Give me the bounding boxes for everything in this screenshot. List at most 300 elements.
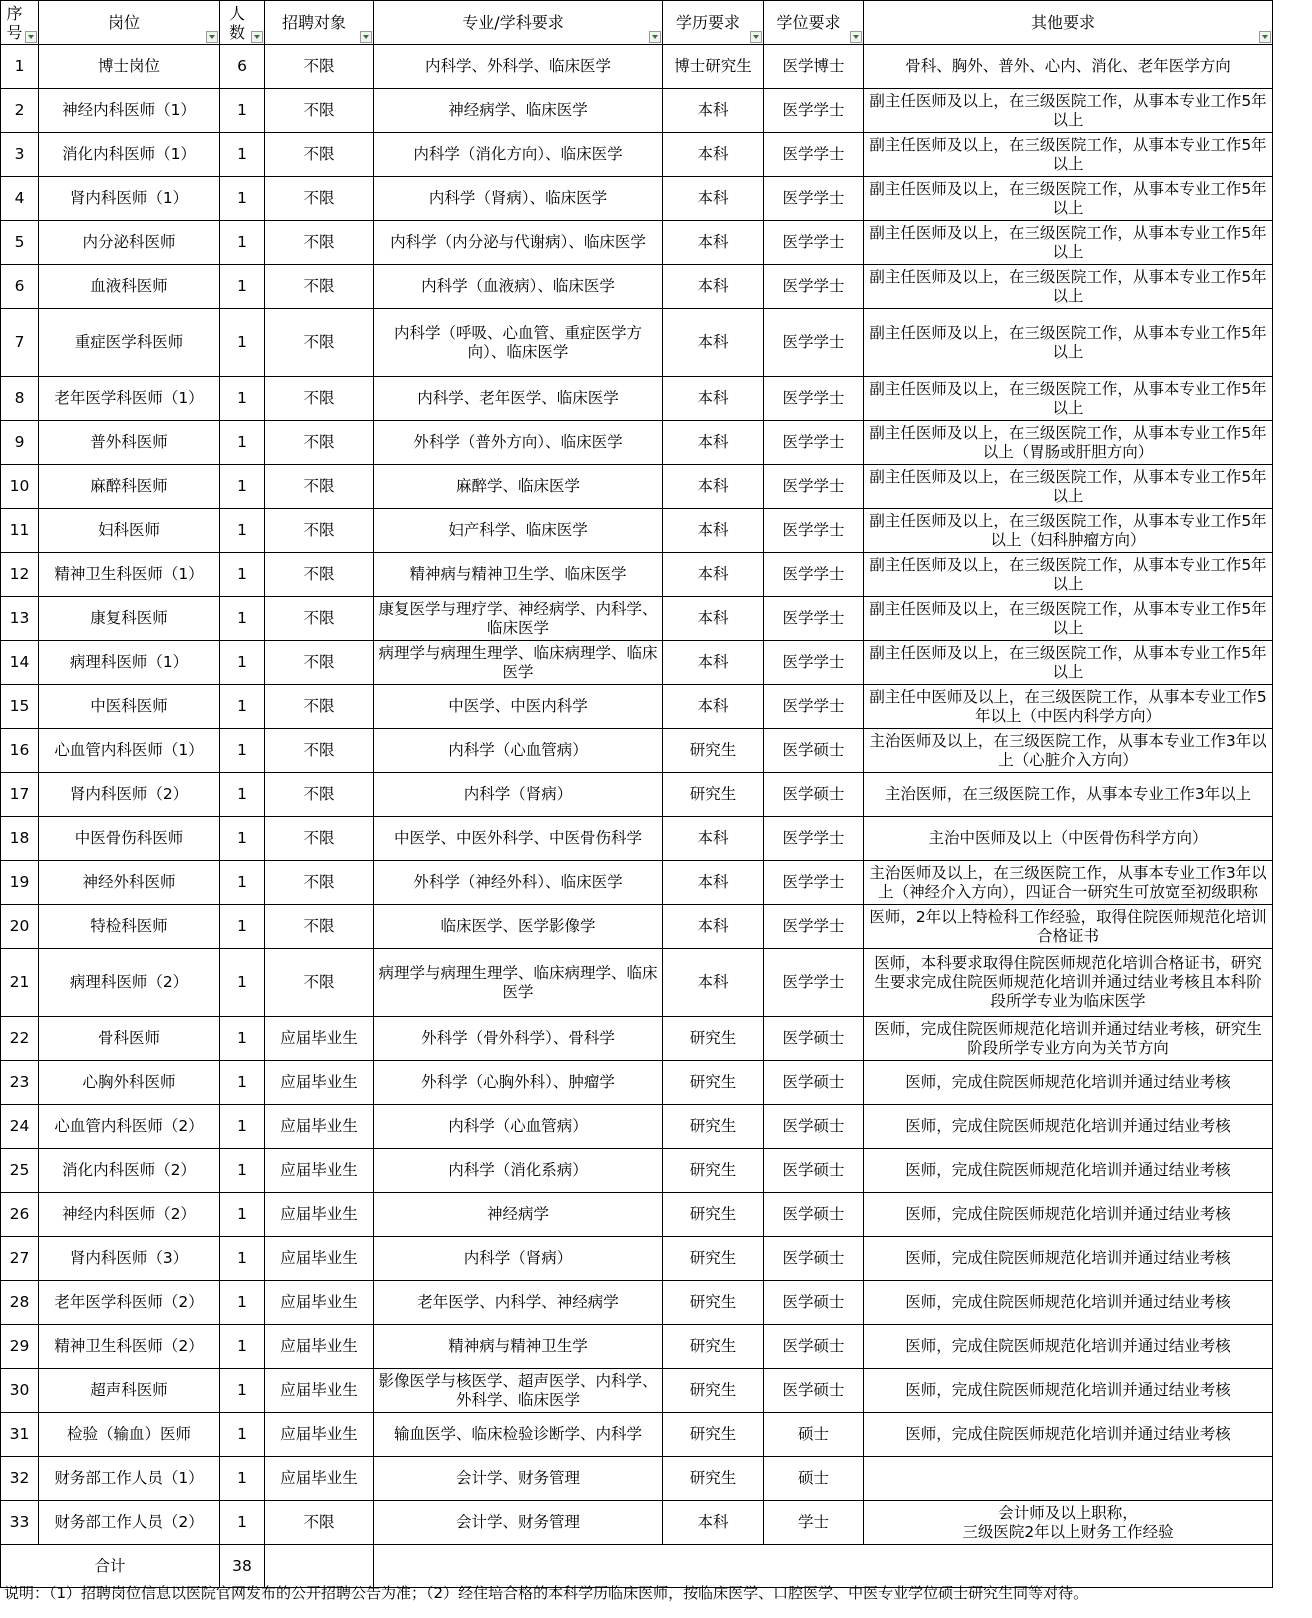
col-header-label: 序号 <box>6 3 23 42</box>
cell-major: 病理学与病理生理学、临床病理学、临床医学 <box>374 949 663 1017</box>
table-row <box>1 1237 1273 1281</box>
cell-major: 输血医学、临床检验诊断学、内科学 <box>374 1413 663 1457</box>
cell-count: 6 <box>220 45 265 89</box>
cell-index: 3 <box>1 133 39 177</box>
cell-index: 8 <box>1 377 39 421</box>
cell-degree: 医学学士 <box>764 817 864 861</box>
cell-count: 1 <box>220 1413 265 1457</box>
cell-other: 医师，完成住院医师规范化培训并通过结业考核 <box>864 1105 1273 1149</box>
cell-index: 15 <box>1 685 39 729</box>
table-row <box>1 1369 1273 1413</box>
cell-major: 中医学、中医内科学 <box>374 685 663 729</box>
cell-major: 内科学（心血管病） <box>374 1105 663 1149</box>
cell-other: 医师，完成住院医师规范化培训并通过结业考核 <box>864 1413 1273 1457</box>
cell-target: 应届毕业生 <box>265 1457 374 1501</box>
cell-education: 本科 <box>663 177 764 221</box>
cell-position: 骨科医师 <box>39 1017 220 1061</box>
cell-position: 财务部工作人员（1） <box>39 1457 220 1501</box>
cell-index: 26 <box>1 1193 39 1237</box>
col-header-count <box>220 1 265 45</box>
cell-degree: 医学学士 <box>764 509 864 553</box>
cell-count: 1 <box>220 1237 265 1281</box>
table-body <box>1 45 1273 1545</box>
cell-position: 病理科医师（2） <box>39 949 220 1017</box>
cell-other: 医师，完成住院医师规范化培训并通过结业考核 <box>864 1237 1273 1281</box>
cell-degree: 医学学士 <box>764 949 864 1017</box>
cell-education: 研究生 <box>663 1061 764 1105</box>
cell-target: 不限 <box>265 597 374 641</box>
cell-education: 本科 <box>663 377 764 421</box>
cell-position: 心血管内科医师（2） <box>39 1105 220 1149</box>
cell-position: 肾内科医师（1） <box>39 177 220 221</box>
cell-degree: 医学硕士 <box>764 1325 864 1369</box>
cell-other: 副主任医师及以上，在三级医院工作，从事本专业工作5年以上 <box>864 221 1273 265</box>
col-header-label: 学历要求 <box>675 13 740 32</box>
cell-degree: 医学硕士 <box>764 773 864 817</box>
cell-education: 研究生 <box>663 773 764 817</box>
col-header-label: 招聘对象 <box>281 13 346 32</box>
table-row <box>1 509 1273 553</box>
cell-major: 会计学、财务管理 <box>374 1501 663 1545</box>
cell-index: 11 <box>1 509 39 553</box>
header-row <box>1 1 1273 45</box>
cell-index: 16 <box>1 729 39 773</box>
cell-degree: 医学硕士 <box>764 1369 864 1413</box>
cell-count: 1 <box>220 1149 265 1193</box>
cell-target: 应届毕业生 <box>265 1281 374 1325</box>
cell-major: 内科学（肾病） <box>374 773 663 817</box>
cell-position: 重症医学科医师 <box>39 309 220 377</box>
cell-education: 本科 <box>663 641 764 685</box>
cell-index: 12 <box>1 553 39 597</box>
table-row <box>1 597 1273 641</box>
cell-education: 研究生 <box>663 1105 764 1149</box>
cell-other: 副主任医师及以上，在三级医院工作，从事本专业工作5年以上 <box>864 89 1273 133</box>
cell-count: 1 <box>220 1017 265 1061</box>
filter-dropdown-icon[interactable] <box>206 31 218 43</box>
cell-position: 普外科医师 <box>39 421 220 465</box>
cell-index: 7 <box>1 309 39 377</box>
cell-target: 不限 <box>265 89 374 133</box>
table-row <box>1 685 1273 729</box>
cell-count: 1 <box>220 817 265 861</box>
cell-degree: 医学硕士 <box>764 1061 864 1105</box>
cell-major: 内科学（呼吸、心血管、重症医学方向）、临床医学 <box>374 309 663 377</box>
cell-count: 1 <box>220 1457 265 1501</box>
cell-count: 1 <box>220 377 265 421</box>
cell-major: 内科学（消化系病） <box>374 1149 663 1193</box>
cell-other: 医师，本科要求取得住院医师规范化培训合格证书，研究生要求完成住院医师规范化培训并通过结业考核且本科阶段所学专业为临床医学 <box>864 949 1273 1017</box>
cell-count: 1 <box>220 641 265 685</box>
cell-other: 副主任医师及以上，在三级医院工作，从事本专业工作5年以上 <box>864 377 1273 421</box>
cell-other: 副主任医师及以上，在三级医院工作，从事本专业工作5年以上 <box>864 133 1273 177</box>
cell-position: 内分泌科医师 <box>39 221 220 265</box>
cell-index: 4 <box>1 177 39 221</box>
col-header-target <box>265 1 374 45</box>
cell-education: 本科 <box>663 685 764 729</box>
cell-position: 老年医学科医师（1） <box>39 377 220 421</box>
cell-target: 应届毕业生 <box>265 1149 374 1193</box>
table-row <box>1 1193 1273 1237</box>
cell-other: 医师，完成住院医师规范化培训并通过结业考核 <box>864 1325 1273 1369</box>
cell-target: 应届毕业生 <box>265 1413 374 1457</box>
table-row <box>1 1061 1273 1105</box>
cell-education: 研究生 <box>663 1369 764 1413</box>
cell-major: 老年医学、内科学、神经病学 <box>374 1281 663 1325</box>
cell-other: 医师，完成住院医师规范化培训并通过结业考核 <box>864 1193 1273 1237</box>
cell-education: 本科 <box>663 817 764 861</box>
cell-other: 医师，完成住院医师规范化培训并通过结业考核 <box>864 1281 1273 1325</box>
cell-position: 中医科医师 <box>39 685 220 729</box>
col-header-major <box>374 1 663 45</box>
col-header-other <box>864 1 1273 45</box>
cell-education: 研究生 <box>663 1193 764 1237</box>
cell-target: 不限 <box>265 1501 374 1545</box>
cell-target: 不限 <box>265 553 374 597</box>
cell-major: 临床医学、医学影像学 <box>374 905 663 949</box>
cell-target: 不限 <box>265 221 374 265</box>
filter-dropdown-icon[interactable] <box>750 31 762 43</box>
cell-education: 研究生 <box>663 1325 764 1369</box>
cell-count: 1 <box>220 1369 265 1413</box>
cell-position: 博士岗位 <box>39 45 220 89</box>
table-row <box>1 421 1273 465</box>
table-row <box>1 309 1273 377</box>
cell-index: 29 <box>1 1325 39 1369</box>
cell-target: 不限 <box>265 729 374 773</box>
cell-major: 内科学（心血管病） <box>374 729 663 773</box>
cell-education: 本科 <box>663 265 764 309</box>
cell-education: 本科 <box>663 89 764 133</box>
cell-position: 肾内科医师（3） <box>39 1237 220 1281</box>
cell-other: 副主任医师及以上，在三级医院工作，从事本专业工作5年以上 <box>864 465 1273 509</box>
cell-other: 副主任医师及以上，在三级医院工作，从事本专业工作5年以上 <box>864 641 1273 685</box>
cell-education: 本科 <box>663 421 764 465</box>
cell-target: 应届毕业生 <box>265 1105 374 1149</box>
cell-index: 18 <box>1 817 39 861</box>
cell-degree: 医学硕士 <box>764 1193 864 1237</box>
cell-count: 1 <box>220 465 265 509</box>
cell-target: 不限 <box>265 949 374 1017</box>
cell-degree: 医学学士 <box>764 421 864 465</box>
table-row <box>1 45 1273 89</box>
cell-education: 研究生 <box>663 1149 764 1193</box>
cell-degree: 硕士 <box>764 1413 864 1457</box>
cell-target: 不限 <box>265 465 374 509</box>
cell-position: 中医骨伤科医师 <box>39 817 220 861</box>
table-row <box>1 221 1273 265</box>
cell-position: 财务部工作人员（2） <box>39 1501 220 1545</box>
cell-degree: 医学学士 <box>764 465 864 509</box>
cell-degree: 医学硕士 <box>764 1149 864 1193</box>
cell-other <box>864 1457 1273 1501</box>
cell-index: 20 <box>1 905 39 949</box>
cell-education: 研究生 <box>663 1237 764 1281</box>
cell-degree: 硕士 <box>764 1457 864 1501</box>
cell-major: 外科学（普外方向）、临床医学 <box>374 421 663 465</box>
col-header-label: 其他要求 <box>1030 13 1095 32</box>
cell-count: 1 <box>220 509 265 553</box>
cell-education: 本科 <box>663 949 764 1017</box>
cell-target: 不限 <box>265 309 374 377</box>
cell-index: 9 <box>1 421 39 465</box>
col-header-education <box>663 1 764 45</box>
cell-other: 主治医师及以上，在三级医院工作，从事本专业工作3年以上（神经介入方向），四证合一研究生可放宽至初级职称 <box>864 861 1273 905</box>
cell-degree: 医学学士 <box>764 597 864 641</box>
table-row <box>1 949 1273 1017</box>
table-row <box>1 861 1273 905</box>
cell-index: 2 <box>1 89 39 133</box>
cell-other: 副主任医师及以上，在三级医院工作，从事本专业工作5年以上（妇科肿瘤方向） <box>864 509 1273 553</box>
cell-count: 1 <box>220 177 265 221</box>
table-row <box>1 1149 1273 1193</box>
cell-degree: 医学学士 <box>764 309 864 377</box>
cell-target: 不限 <box>265 177 374 221</box>
cell-other: 副主任医师及以上，在三级医院工作，从事本专业工作5年以上 <box>864 553 1273 597</box>
cell-major: 中医学、中医外科学、中医骨伤科学 <box>374 817 663 861</box>
cell-target: 不限 <box>265 861 374 905</box>
cell-count: 1 <box>220 861 265 905</box>
cell-degree: 学士 <box>764 1501 864 1545</box>
cell-degree: 医学博士 <box>764 45 864 89</box>
cell-other: 骨科、胸外、普外、心内、消化、老年医学方向 <box>864 45 1273 89</box>
cell-count: 1 <box>220 685 265 729</box>
col-header-label: 专业/学科要求 <box>462 13 564 32</box>
cell-index: 19 <box>1 861 39 905</box>
cell-major: 外科学（骨外科学）、骨科学 <box>374 1017 663 1061</box>
cell-education: 本科 <box>663 133 764 177</box>
cell-other: 主治医师，在三级医院工作，从事本专业工作3年以上 <box>864 773 1273 817</box>
table-row <box>1 729 1273 773</box>
cell-degree: 医学学士 <box>764 553 864 597</box>
cell-other: 副主任中医师及以上，在三级医院工作，从事本专业工作5年以上（中医内科学方向） <box>864 685 1273 729</box>
cell-other: 医师，完成住院医师规范化培训并通过结业考核，研究生阶段所学专业方向为关节方向 <box>864 1017 1273 1061</box>
cell-count: 1 <box>220 133 265 177</box>
cell-target: 不限 <box>265 509 374 553</box>
table-row <box>1 1281 1273 1325</box>
cell-target: 应届毕业生 <box>265 1017 374 1061</box>
cell-position: 病理科医师（1） <box>39 641 220 685</box>
cell-target: 不限 <box>265 377 374 421</box>
cell-position: 康复科医师 <box>39 597 220 641</box>
filter-dropdown-icon[interactable] <box>25 31 37 43</box>
table-row <box>1 905 1273 949</box>
cell-position: 精神卫生科医师（1） <box>39 553 220 597</box>
cell-major: 麻醉学、临床医学 <box>374 465 663 509</box>
cell-education: 研究生 <box>663 1413 764 1457</box>
col-header-index <box>1 1 39 45</box>
cell-index: 30 <box>1 1369 39 1413</box>
cell-major: 内科学（消化方向）、临床医学 <box>374 133 663 177</box>
cell-index: 22 <box>1 1017 39 1061</box>
cell-degree: 医学学士 <box>764 377 864 421</box>
cell-degree: 医学学士 <box>764 177 864 221</box>
cell-major: 外科学（心胸外科）、肿瘤学 <box>374 1061 663 1105</box>
cell-position: 老年医学科医师（2） <box>39 1281 220 1325</box>
cell-index: 31 <box>1 1413 39 1457</box>
cell-index: 14 <box>1 641 39 685</box>
cell-degree: 医学硕士 <box>764 729 864 773</box>
cell-major: 外科学（神经外科）、临床医学 <box>374 861 663 905</box>
cell-degree: 医学学士 <box>764 905 864 949</box>
cell-education: 本科 <box>663 553 764 597</box>
cell-position: 心血管内科医师（1） <box>39 729 220 773</box>
cell-education: 研究生 <box>663 729 764 773</box>
cell-major: 内科学、老年医学、临床医学 <box>374 377 663 421</box>
cell-position: 超声科医师 <box>39 1369 220 1413</box>
cell-index: 6 <box>1 265 39 309</box>
cell-position: 麻醉科医师 <box>39 465 220 509</box>
cell-education: 本科 <box>663 1501 764 1545</box>
cell-count: 1 <box>220 1325 265 1369</box>
filter-dropdown-icon[interactable] <box>251 31 263 43</box>
cell-index: 1 <box>1 45 39 89</box>
cell-education: 本科 <box>663 905 764 949</box>
cell-index: 5 <box>1 221 39 265</box>
cell-position: 心胸外科医师 <box>39 1061 220 1105</box>
cell-count: 1 <box>220 597 265 641</box>
table-row <box>1 133 1273 177</box>
table-row <box>1 1413 1273 1457</box>
cell-major: 精神病与精神卫生学、临床医学 <box>374 553 663 597</box>
cell-position: 精神卫生科医师（2） <box>39 1325 220 1369</box>
cell-other: 主治医师及以上，在三级医院工作，从事本专业工作3年以上（心脏介入方向） <box>864 729 1273 773</box>
cell-target: 应届毕业生 <box>265 1369 374 1413</box>
cell-major: 神经病学、临床医学 <box>374 89 663 133</box>
cell-count: 1 <box>220 1105 265 1149</box>
cell-position: 神经内科医师（1） <box>39 89 220 133</box>
cell-index: 21 <box>1 949 39 1017</box>
cell-count: 1 <box>220 1501 265 1545</box>
cell-index: 28 <box>1 1281 39 1325</box>
cell-major: 康复医学与理疗学、神经病学、内科学、临床医学 <box>374 597 663 641</box>
table-row <box>1 1325 1273 1369</box>
filter-dropdown-icon[interactable] <box>360 31 372 43</box>
table-row <box>1 177 1273 221</box>
cell-degree: 医学硕士 <box>764 1017 864 1061</box>
cell-other: 医师，完成住院医师规范化培训并通过结业考核 <box>864 1061 1273 1105</box>
cell-count: 1 <box>220 1281 265 1325</box>
cell-degree: 医学硕士 <box>764 1281 864 1325</box>
cell-degree: 医学学士 <box>764 221 864 265</box>
cell-major: 内科学（肾病）、临床医学 <box>374 177 663 221</box>
cell-other: 副主任医师及以上，在三级医院工作，从事本专业工作5年以上（胃肠或肝胆方向） <box>864 421 1273 465</box>
cell-major: 病理学与病理生理学、临床病理学、临床医学 <box>374 641 663 685</box>
cell-count: 1 <box>220 221 265 265</box>
total-count: 38 <box>220 1545 265 1588</box>
cell-other: 副主任医师及以上，在三级医院工作，从事本专业工作5年以上 <box>864 309 1273 377</box>
cell-index: 23 <box>1 1061 39 1105</box>
table-row <box>1 465 1273 509</box>
footnote: 说明：（1）招聘岗位信息以医院官网发布的公开招聘公告为准；（2）经住培合格的本科学历临床医师，按临床医学、口腔医学、中医专业学位硕士研究生同等对待。 <box>4 1584 1089 1602</box>
cell-major: 内科学（血液病）、临床医学 <box>374 265 663 309</box>
cell-other: 主治中医师及以上（中医骨伤科学方向） <box>864 817 1273 861</box>
col-header-position <box>39 1 220 45</box>
cell-index: 33 <box>1 1501 39 1545</box>
table-row <box>1 641 1273 685</box>
cell-count: 1 <box>220 265 265 309</box>
cell-degree: 医学学士 <box>764 133 864 177</box>
cell-education: 本科 <box>663 221 764 265</box>
cell-count: 1 <box>220 89 265 133</box>
cell-target: 不限 <box>265 265 374 309</box>
table-row <box>1 89 1273 133</box>
cell-count: 1 <box>220 553 265 597</box>
cell-position: 神经内科医师（2） <box>39 1193 220 1237</box>
cell-target: 应届毕业生 <box>265 1325 374 1369</box>
cell-target: 应届毕业生 <box>265 1237 374 1281</box>
cell-position: 消化内科医师（1） <box>39 133 220 177</box>
cell-count: 1 <box>220 309 265 377</box>
cell-major: 内科学（肾病） <box>374 1237 663 1281</box>
cell-other: 副主任医师及以上，在三级医院工作，从事本专业工作5年以上 <box>864 177 1273 221</box>
cell-education: 研究生 <box>663 1457 764 1501</box>
total-label: 合计 <box>1 1545 220 1588</box>
cell-target: 应届毕业生 <box>265 1193 374 1237</box>
cell-education: 博士研究生 <box>663 45 764 89</box>
cell-count: 1 <box>220 729 265 773</box>
col-header-label: 岗位 <box>107 13 140 32</box>
cell-degree: 医学硕士 <box>764 1105 864 1149</box>
cell-position: 检验（输血）医师 <box>39 1413 220 1457</box>
table-row <box>1 377 1273 421</box>
filter-dropdown-icon[interactable] <box>850 31 862 43</box>
cell-major: 内科学（内分泌与代谢病）、临床医学 <box>374 221 663 265</box>
cell-index: 27 <box>1 1237 39 1281</box>
cell-count: 1 <box>220 905 265 949</box>
cell-degree: 医学学士 <box>764 861 864 905</box>
cell-target: 不限 <box>265 773 374 817</box>
cell-other: 副主任医师及以上，在三级医院工作，从事本专业工作5年以上 <box>864 597 1273 641</box>
cell-major: 妇产科学、临床医学 <box>374 509 663 553</box>
cell-position: 血液科医师 <box>39 265 220 309</box>
cell-index: 24 <box>1 1105 39 1149</box>
cell-major: 内科学、外科学、临床医学 <box>374 45 663 89</box>
cell-count: 1 <box>220 421 265 465</box>
table-row <box>1 1501 1273 1545</box>
cell-major: 会计学、财务管理 <box>374 1457 663 1501</box>
cell-target: 不限 <box>265 905 374 949</box>
cell-index: 13 <box>1 597 39 641</box>
cell-count: 1 <box>220 773 265 817</box>
cell-target: 不限 <box>265 685 374 729</box>
cell-position: 肾内科医师（2） <box>39 773 220 817</box>
filter-dropdown-icon[interactable] <box>1259 31 1271 43</box>
table-row <box>1 1105 1273 1149</box>
cell-position: 特检科医师 <box>39 905 220 949</box>
table-row <box>1 1017 1273 1061</box>
cell-degree: 医学学士 <box>764 641 864 685</box>
cell-index: 10 <box>1 465 39 509</box>
cell-index: 32 <box>1 1457 39 1501</box>
cell-degree: 医学学士 <box>764 685 864 729</box>
cell-education: 研究生 <box>663 1017 764 1061</box>
col-header-label: 人数 <box>228 3 245 42</box>
col-header-label: 学位要求 <box>776 13 841 32</box>
cell-degree: 医学学士 <box>764 89 864 133</box>
cell-index: 25 <box>1 1149 39 1193</box>
cell-major: 影像医学与核医学、超声医学、内科学、外科学、临床医学 <box>374 1369 663 1413</box>
filter-dropdown-icon[interactable] <box>649 31 661 43</box>
cell-major: 精神病与精神卫生学 <box>374 1325 663 1369</box>
cell-other: 医师，完成住院医师规范化培训并通过结业考核 <box>864 1149 1273 1193</box>
table-row <box>1 265 1273 309</box>
cell-degree: 医学学士 <box>764 265 864 309</box>
col-header-degree <box>764 1 864 45</box>
cell-education: 本科 <box>663 465 764 509</box>
cell-education: 本科 <box>663 309 764 377</box>
cell-education: 本科 <box>663 861 764 905</box>
